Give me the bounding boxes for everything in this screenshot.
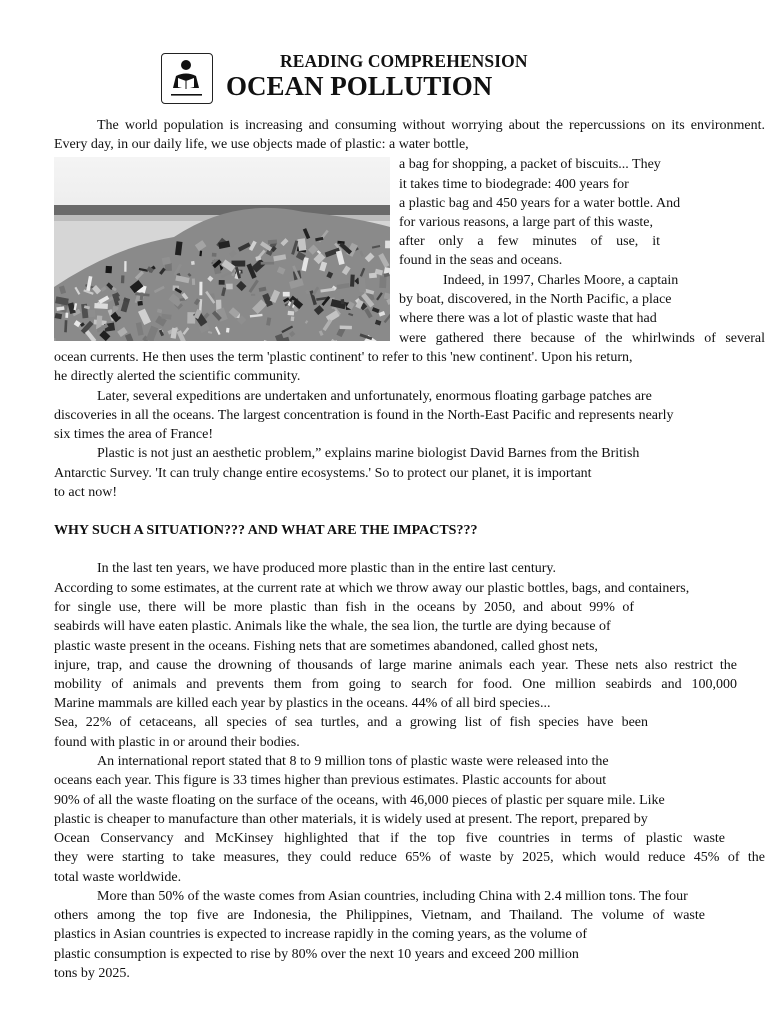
text-line: oceans each year. This figure is 33 times higher than previous estimates. Plastic accounts for about xyxy=(54,773,607,788)
text-line: Marine mammals are killed each year by plastics in the oceans. 44% of all bird species... xyxy=(54,696,551,711)
text-line: More than 50% of the waste comes from Asian countries, including China with 2.4 million tons. The four xyxy=(97,889,688,904)
text-line: injure, trap, and cause the drowning of thousands of large marine animals each year. These nets also restrict the xyxy=(54,658,737,673)
text-line: found with plastic in or around their bodies. xyxy=(54,735,300,750)
page-title: OCEAN POLLUTION xyxy=(226,71,493,101)
text-line: total waste worldwide. xyxy=(54,870,182,885)
text-line: 90% of all the waste floating on the surface of the oceans, with 46,000 pieces of plastic per square mile. Like xyxy=(54,793,665,808)
text-line: by boat, discovered, in the North Pacific, a place xyxy=(399,292,672,307)
section-heading: WHY SUCH A SITUATION??? AND WHAT ARE THE IMPACTS??? xyxy=(54,523,478,538)
plastic-waste-beach-photo xyxy=(54,157,390,341)
text-line: Later, several expeditions are undertaken and unfortunately, enormous floating garbage patches are xyxy=(97,389,652,404)
text-line: Plastic is not just an aesthetic problem,” explains marine biologist David Barnes from the British xyxy=(97,446,640,461)
text-line: Every day, in our daily life, we use objects made of plastic: a water bottle, xyxy=(54,137,469,152)
text-line: were gathered there because of the whirlwinds of several xyxy=(399,331,765,346)
subtitle: READING COMPREHENSION xyxy=(280,51,528,71)
text-line: found in the seas and oceans. xyxy=(399,253,563,268)
text-line: plastic consumption is expected to rise by 80% over the next 10 years and exceed 200 million xyxy=(54,947,579,962)
text-line: plastic is cheaper to manufacture than other materials, it is widely used at present. The report, prepared by xyxy=(54,812,648,827)
text-line: An international report stated that 8 to 9 million tons of plastic waste were released into the xyxy=(97,754,609,769)
text-line: to act now! xyxy=(54,485,117,500)
text-line: six times the area of France! xyxy=(54,427,213,442)
text-line: for single use, there will be more plastic than fish in the oceans by 2050, and about 99% of xyxy=(54,600,634,615)
text-line: a plastic bag and 450 years for a water bottle. And xyxy=(399,196,681,211)
text-line: The world population is increasing and consuming without worrying about the repercussions on its environment. xyxy=(97,118,765,133)
text-line: Antarctic Survey. 'It can truly change entire ecosystems.' So to protect our planet, it is important xyxy=(54,466,592,481)
text-line: a bag for shopping, a packet of biscuits... They xyxy=(399,157,661,172)
text-line: Ocean Conservancy and McKinsey highlighted that if the top five countries in terms of plastic waste xyxy=(54,831,725,846)
reading-book-icon xyxy=(161,53,213,104)
text-line: for various reasons, a large part of this waste, xyxy=(399,215,653,230)
text-line: According to some estimates, at the current rate at which we throw away our plastic bottles, bags, and containers, xyxy=(54,581,690,596)
text-line: plastic waste present in the oceans. Fishing nets that are sometimes abandoned, called ghost nets, xyxy=(54,639,598,654)
text-line: he directly alerted the scientific community. xyxy=(54,369,301,384)
text-line: plastics in Asian countries is expected to increase rapidly in the coming years, as the volume of xyxy=(54,927,588,942)
text-line: they were starting to take measures, they could reduce 65% of waste by 2025, which would reduce 45% of the xyxy=(54,850,765,865)
text-line: after only a few minutes of use, it xyxy=(399,234,660,249)
text-line: tons by 2025. xyxy=(54,966,130,981)
text-line: discoveries in all the oceans. The largest concentration is found in the North-East Pacific and represents nearly xyxy=(54,408,674,423)
text-line: it takes time to biodegrade: 400 years for xyxy=(399,177,629,192)
text-line: others among the top five are Indonesia, the Philippines, Vietnam, and Thailand. The volume of waste xyxy=(54,908,705,923)
text-line: Sea, 22% of cetaceans, all species of sea turtles, and a growing list of fish species have been xyxy=(54,715,648,730)
text-line: seabirds will have eaten plastic. Animals like the whale, the sea lion, the turtle are dying because of xyxy=(54,619,611,634)
text-line: Indeed, in 1997, Charles Moore, a captain xyxy=(443,273,679,288)
text-line: mobility of animals and prevents them from going to search for food. One million seabirds and 100,000 xyxy=(54,677,737,692)
text-line: where there was a lot of plastic waste that had xyxy=(399,311,657,326)
text-line: In the last ten years, we have produced more plastic than in the entire last century. xyxy=(97,561,556,576)
text-line: ocean currents. He then uses the term 'plastic continent' to refer to this 'new continent'. Upon his return, xyxy=(54,350,633,365)
